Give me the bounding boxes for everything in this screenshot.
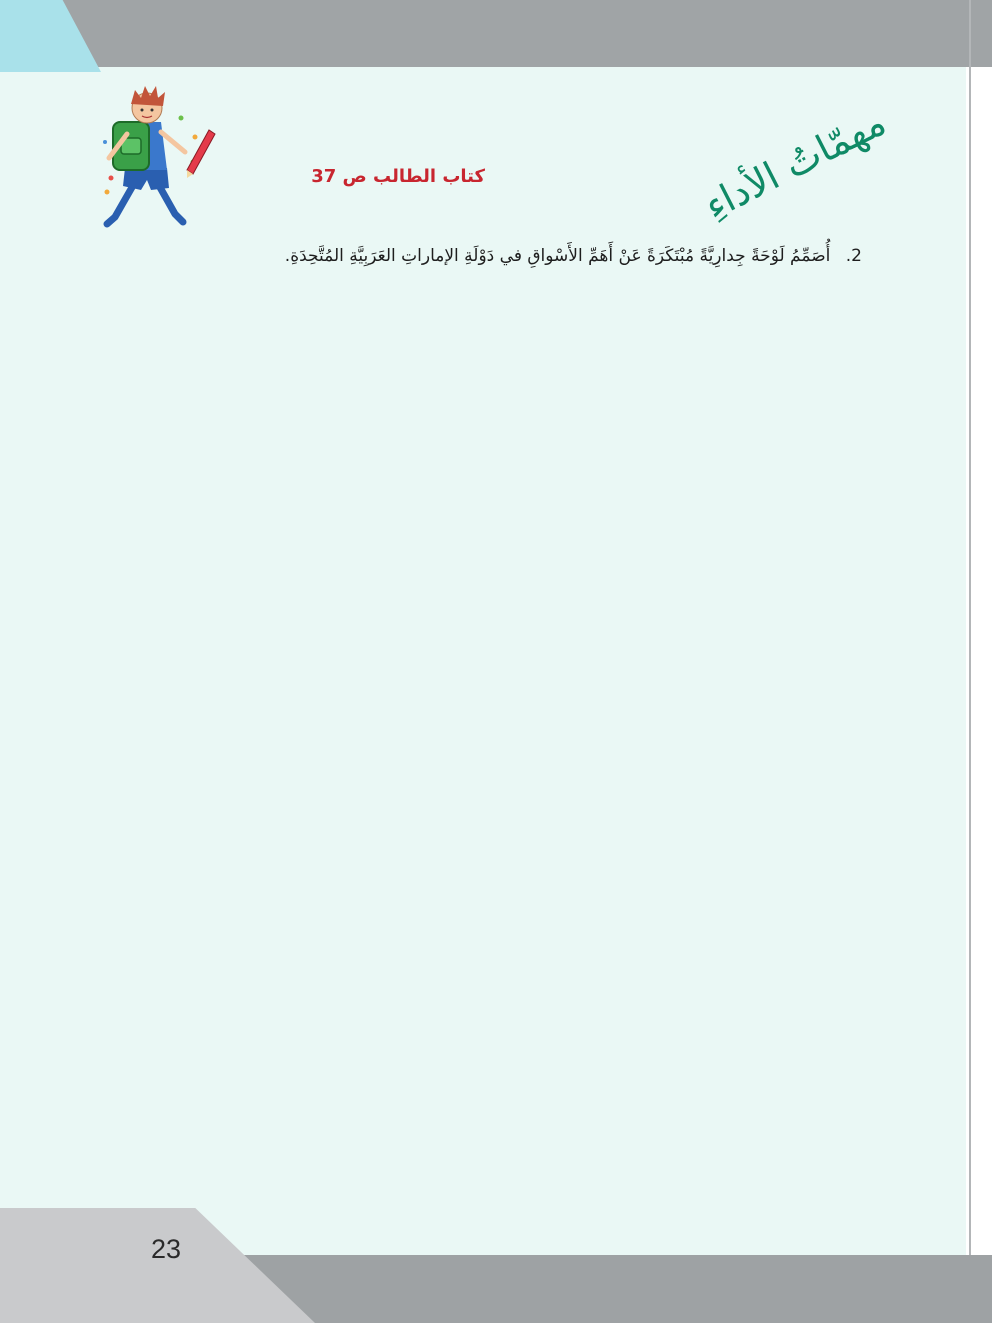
page-number: 23 [150,1234,182,1264]
task-item [280,246,862,266]
student-illustration [95,82,225,232]
top-header-band [0,0,966,67]
right-margin-line [969,0,971,1323]
section-title: مهمّاتُ الأداءِ [697,99,893,229]
task-text: أُصَمِّمُ لَوْحَةً جِدارِيَّةً مُبْتَكَرَةً عَنْ أَهَمِّ الأَسْواقِ في دَوْلَةِ الإماراتِ العَرَبِيَّةِ المُتَّحِدَةِ. [284,246,831,266]
book-reference: كتاب الطالب ص 37 [311,166,485,187]
task-number: 2. [845,246,862,266]
